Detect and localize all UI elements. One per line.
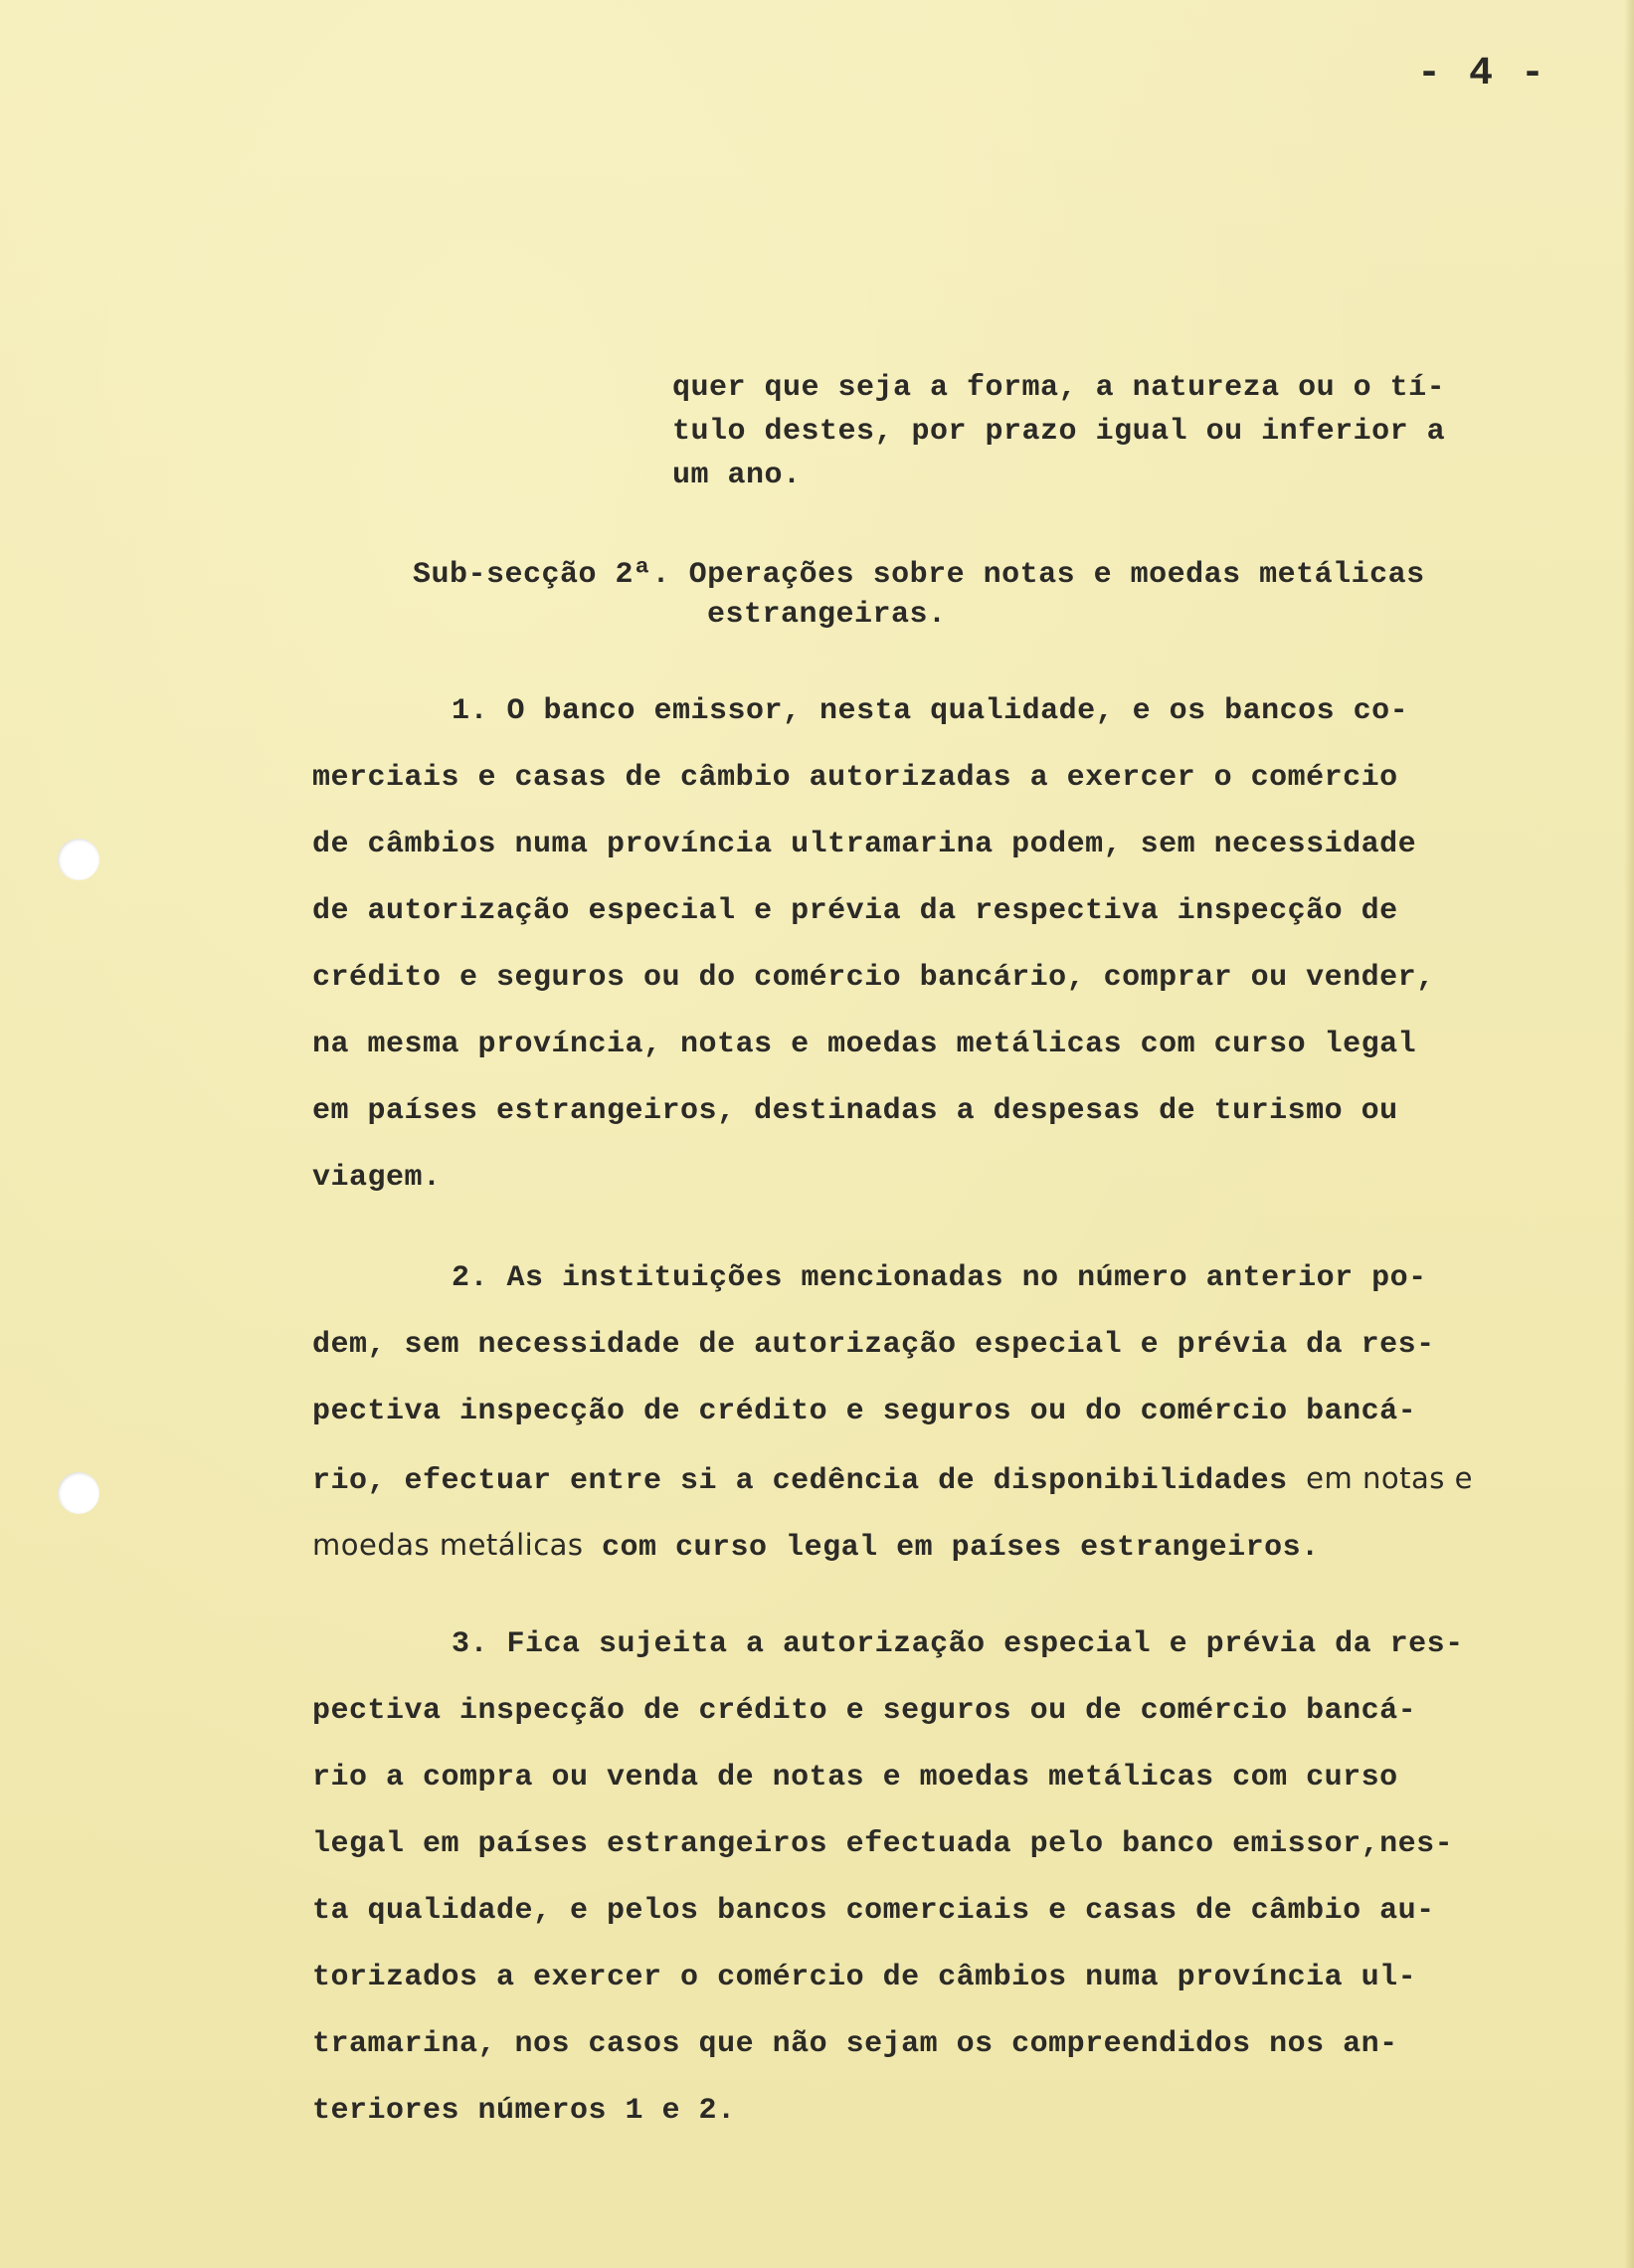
paragraph-line: rio a compra ou venda de notas e moedas metálicas com curso — [312, 1761, 1398, 1795]
paragraph-2 — [312, 1245, 1473, 1579]
paragraph-line: pectiva inspecção de crédito e seguros ou do comércio bancá- — [312, 1395, 1417, 1428]
subsection-title-line2: estrangeiras. — [707, 598, 947, 632]
paragraph-line-mixed — [312, 1512, 1473, 1579]
intro-line: quer que seja a forma, a natureza ou o tí- — [672, 371, 1446, 405]
intro-line: um ano. — [672, 459, 802, 492]
intro-block — [672, 366, 1445, 497]
paragraph-line: teriores números 1 e 2. — [312, 2094, 736, 2128]
paragraph-line: tramarina, nos casos que não sejam os compreendidos nos an- — [312, 2027, 1398, 2061]
punch-hole-top — [58, 839, 99, 880]
paragraph-line: 3. Fica sujeita a autorização especial e prévia da res- — [452, 1627, 1464, 1661]
punch-hole-bottom — [58, 1472, 99, 1514]
paragraph-line: na mesma província, notas e moedas metálicas com curso legal — [312, 1028, 1417, 1061]
paragraph-line: de autorização especial e prévia da respectiva inspecção de — [312, 894, 1398, 928]
paragraph-line: torizados a exercer o comércio de câmbios numa província ul- — [312, 1961, 1417, 1994]
paragraph-line: ta qualidade, e pelos bancos comerciais e casas de câmbio au- — [312, 1894, 1435, 1928]
paragraph-line: 1. O banco emissor, nesta qualidade, e os bancos co- — [452, 694, 1409, 728]
paragraph-line: em países estrangeiros, destinadas a despesas de turismo ou — [312, 1094, 1398, 1128]
paragraph-line: 2. As instituições mencionadas no número anterior po- — [452, 1261, 1427, 1295]
subsection-heading — [413, 555, 1425, 635]
paragraph-line: crédito e seguros ou do comércio bancário, comprar ou vender, — [312, 961, 1435, 995]
typed-text: com curso legal em países estrangeiros. — [602, 1531, 1320, 1565]
paragraph-1 — [312, 678, 1435, 1212]
handwritten-insertion: em notas e — [1306, 1461, 1473, 1495]
typed-text: rio, efectuar entre si a cedência de disponibilidades — [312, 1464, 1288, 1498]
paragraph-line: de câmbios numa província ultramarina podem, sem necessidade — [312, 828, 1417, 861]
subsection-label: Sub-secção 2ª. — [413, 558, 671, 592]
subsection-title-line1: Operações sobre notas e moedas metálicas — [688, 558, 1425, 592]
paragraph-line-mixed — [312, 1445, 1473, 1512]
paragraph-3 — [312, 1611, 1464, 2145]
page-edge-shadow — [1624, 0, 1634, 2268]
intro-line: tulo destes, por prazo igual ou inferior a — [672, 415, 1446, 449]
paragraph-line: merciais e casas de câmbio autorizadas a exercer o comércio — [312, 761, 1398, 795]
page-number: - 4 - — [1417, 52, 1547, 96]
paragraph-line: pectiva inspecção de crédito e seguros ou de comércio bancá- — [312, 1694, 1417, 1728]
paragraph-line: dem, sem necessidade de autorização especial e prévia da res- — [312, 1328, 1435, 1362]
paragraph-line: legal em países estrangeiros efectuada pelo banco emissor,nes- — [312, 1827, 1454, 1861]
paragraph-line: viagem. — [312, 1161, 442, 1195]
handwritten-insertion: moedas metálicas — [312, 1528, 584, 1562]
